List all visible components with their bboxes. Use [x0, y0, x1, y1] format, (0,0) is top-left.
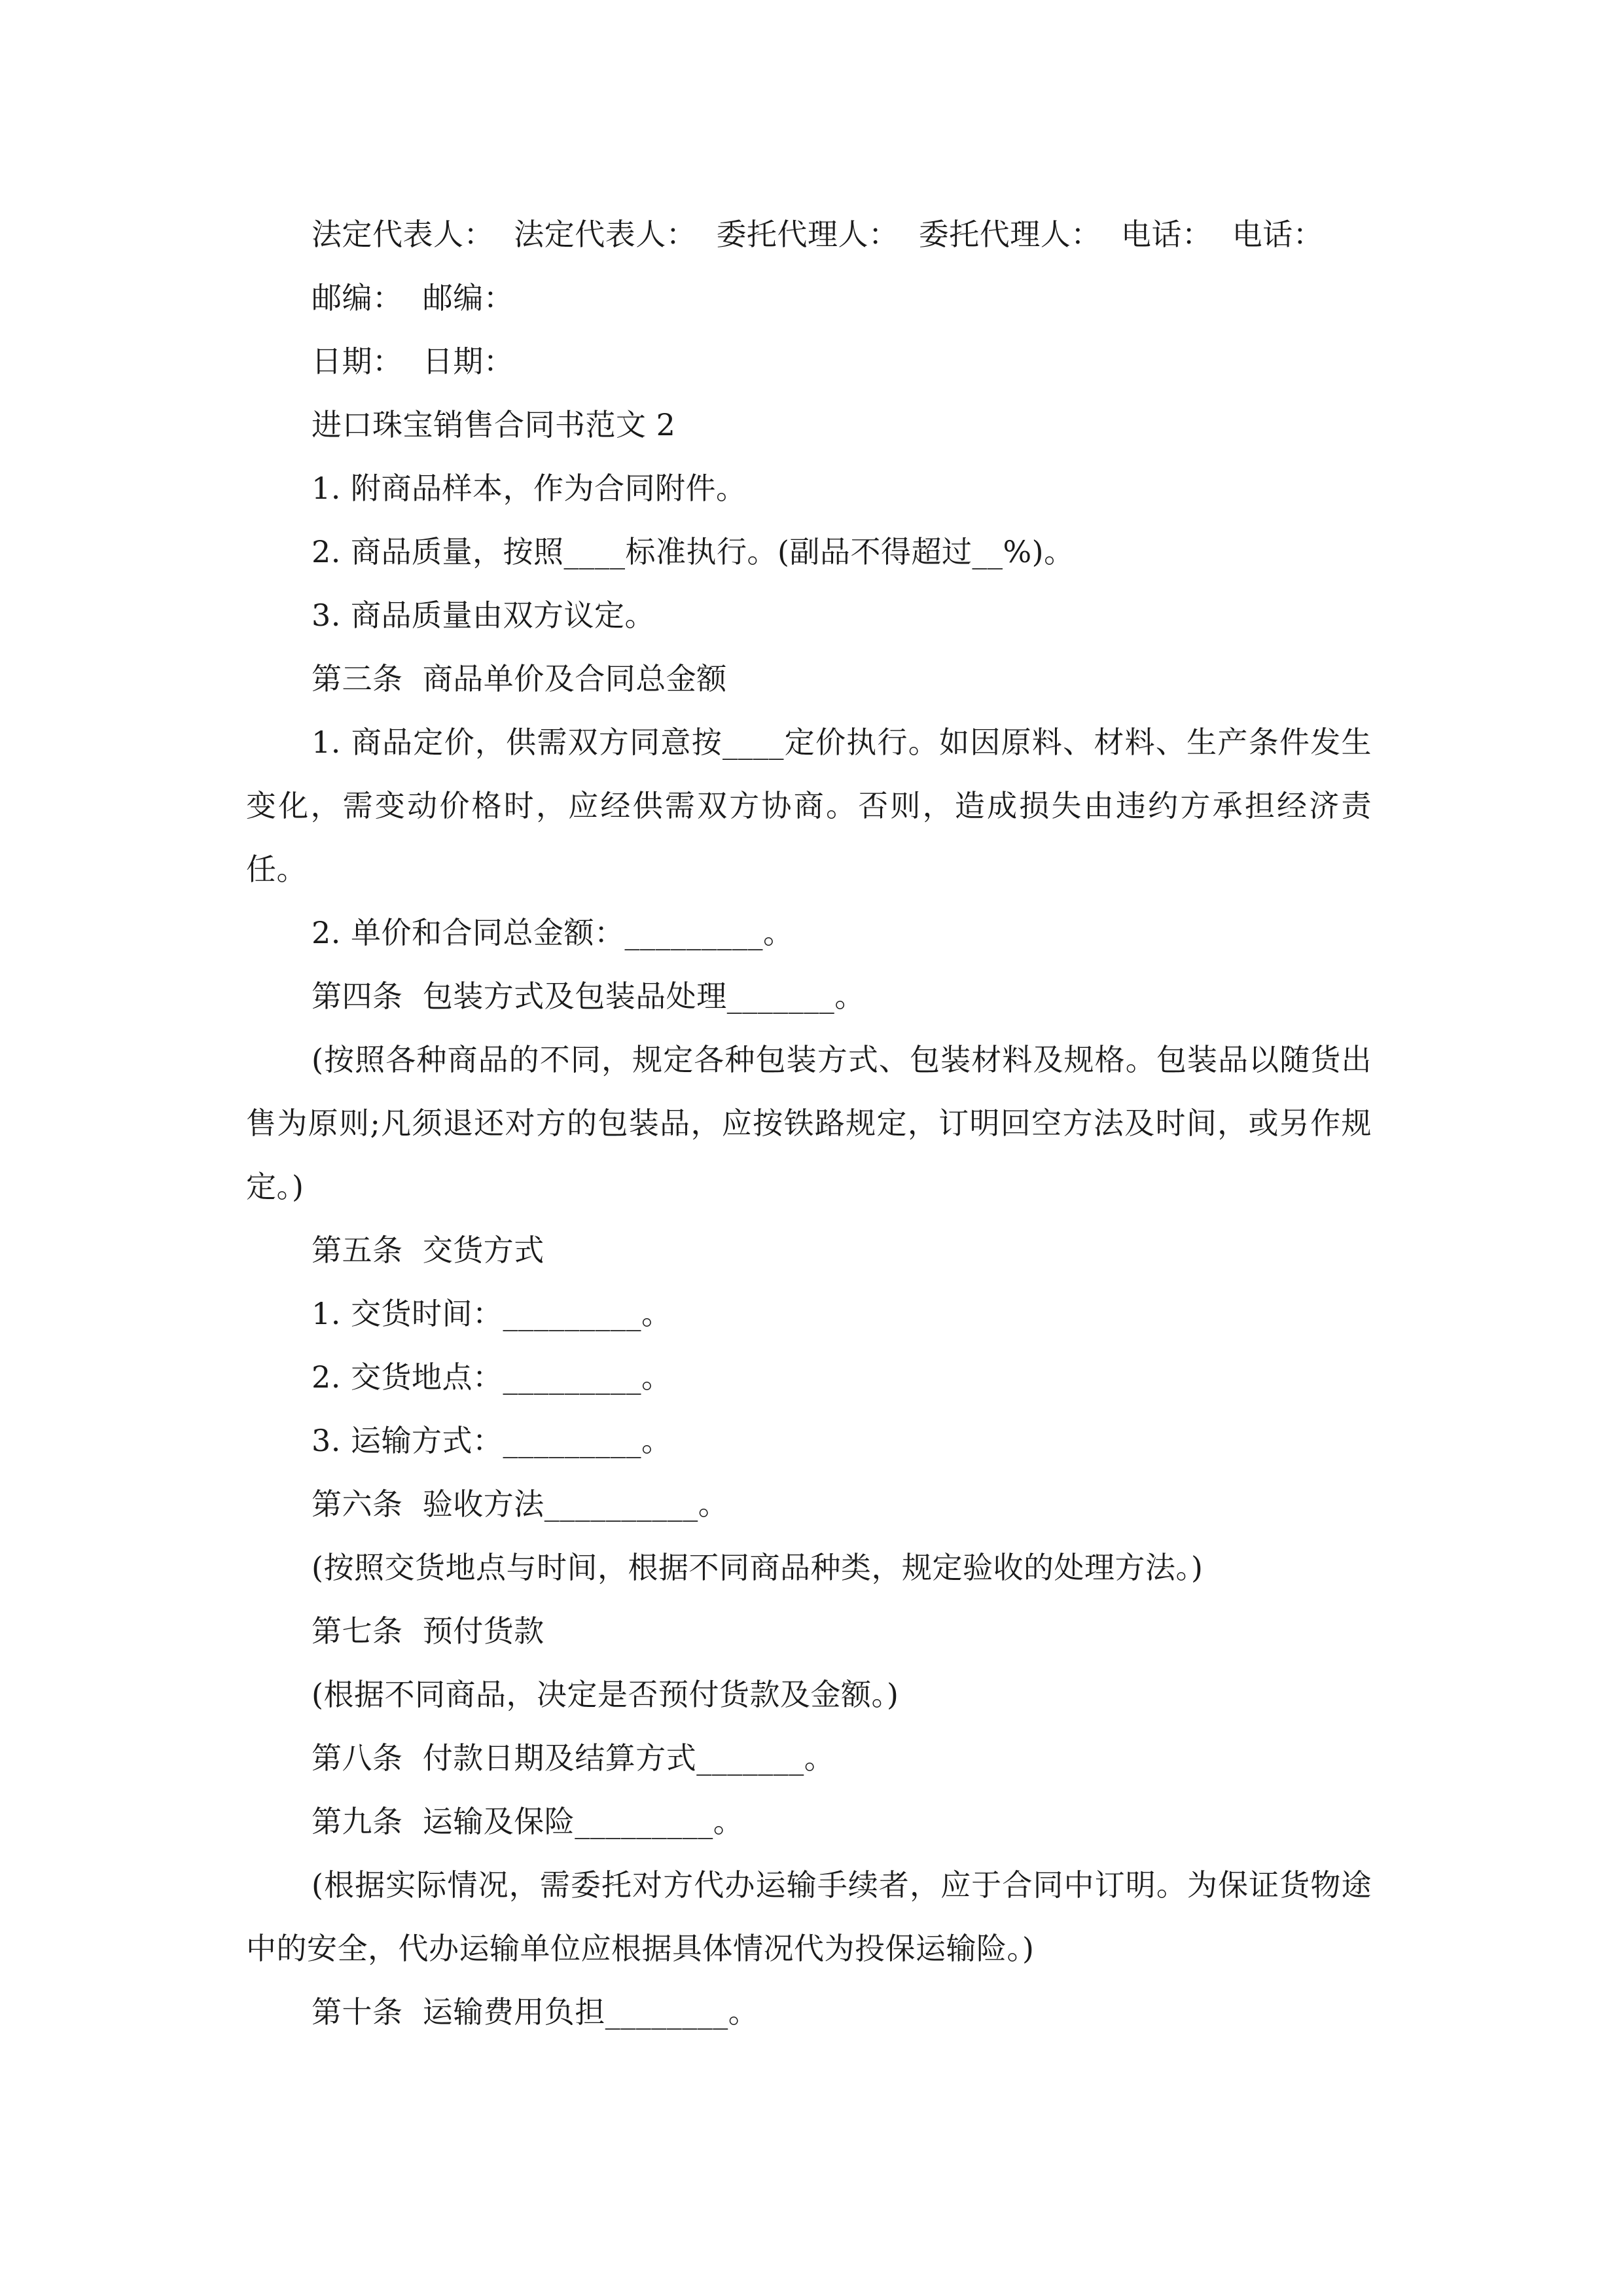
signature-fields-line: 法定代表人： 法定代表人： 委托代理人： 委托代理人： 电话： 电话： — [312, 217, 1324, 252]
article-3-item-2: 2. 单价和合同总金额：_________。 — [312, 915, 794, 950]
article-5-item-1: 1. 交货时间：_________。 — [312, 1296, 672, 1331]
postcode-line: 邮编： 邮编： — [312, 280, 514, 315]
article-5-heading: 第五条 交货方式 — [312, 1232, 544, 1268]
article-10-heading: 第十条 运输费用负担________。 — [312, 1994, 759, 2030]
article-6-note: (按照交货地点与时间，根据不同商品种类，规定验收的处理方法。) — [312, 1550, 1204, 1585]
article-7-note: (根据不同商品，决定是否预付货款及金额。) — [312, 1677, 899, 1712]
article-7-heading: 第七条 预付货款 — [312, 1613, 544, 1649]
article-3-item-1: 1. 商品定价，供需双方同意按____定价执行。如因原料、材料、生产条件发生变化，需变动价格时，应经供需双方协商。否则，造成损失由违约方承担经济责任。 — [246, 725, 1372, 887]
article-5-item-2: 2. 交货地点：_________。 — [312, 1359, 672, 1395]
article-4-note: (按照各种商品的不同，规定各种包装方式、包装材料及规格。包装品以随货出售为原则;凡须退还对方的包装品，应按铁路规定，订明回空方法及时间，或另作规定。) — [246, 1042, 1372, 1204]
article-5-item-3: 3. 运输方式：_________。 — [312, 1423, 672, 1458]
quality-item-3: 3. 商品质量由双方议定。 — [312, 598, 656, 633]
article-9-note: (根据实际情况，需委托对方代办运输手续者，应于合同中订明。为保证货物途中的安全，代办运输单位应根据具体情况代为投保运输险。) — [246, 1867, 1372, 1966]
quality-item-2: 2. 商品质量，按照____标准执行。(副品不得超过__%)。 — [312, 534, 1075, 569]
section-title: 进口珠宝销售合同书范文 2 — [312, 407, 676, 442]
article-6-heading: 第六条 验收方法__________。 — [312, 1486, 729, 1522]
quality-item-1: 1. 附商品样本，作为合同附件。 — [312, 471, 747, 506]
article-8-heading: 第八条 付款日期及结算方式_______。 — [312, 1740, 835, 1776]
article-4-heading: 第四条 包装方式及包装品处理_______。 — [312, 978, 865, 1014]
article-9-heading: 第九条 运输及保险_________。 — [312, 1804, 744, 1839]
article-3-heading: 第三条 商品单价及合同总金额 — [312, 661, 727, 696]
document-body — [246, 203, 1372, 2044]
date-line: 日期： 日期： — [312, 344, 514, 379]
